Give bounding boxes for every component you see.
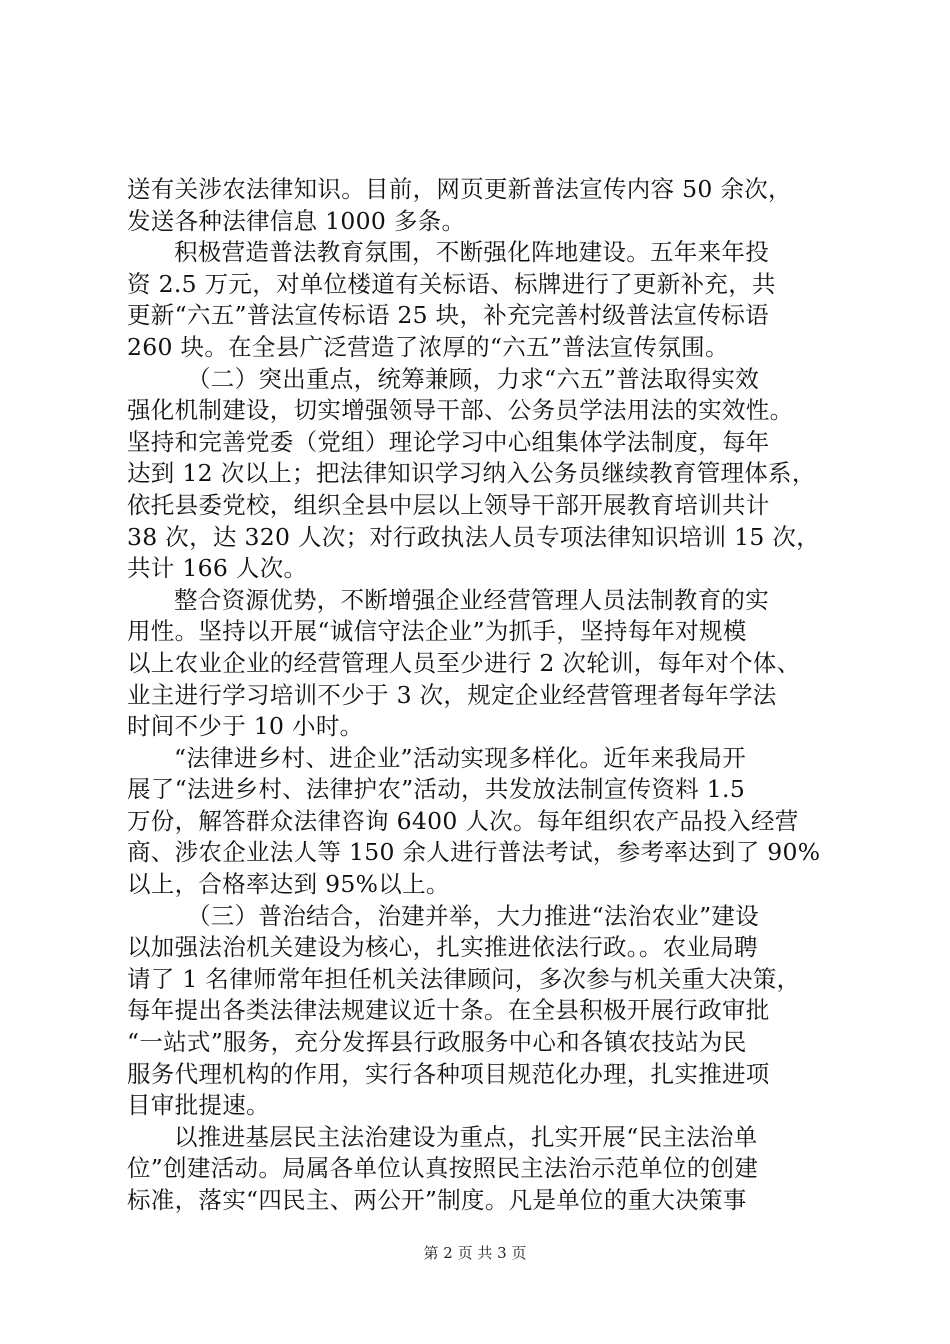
text-line: 用性。坚持以开展“诚信守法企业”为抓手，坚持每年对规模 bbox=[127, 617, 747, 646]
text-line: 以推进基层民主法治建设为重点，扎实开展“民主法治单 bbox=[174, 1122, 758, 1151]
text-line: 以上农业企业的经营管理人员至少进行 2 次轮训，每年对个体、 bbox=[127, 648, 801, 677]
section-heading: （二）突出重点，统筹兼顾，力求“六五”普法取得实效 bbox=[187, 364, 760, 393]
text-line: 共计 166 人次。 bbox=[127, 554, 308, 583]
text-line: 标准，落实“四民主、两公开”制度。凡是单位的重大决策事 bbox=[127, 1186, 747, 1214]
text-line: 万份，解答群众法律咨询 6400 人次。每年组织农产品投入经营 bbox=[127, 806, 799, 835]
text-line: 展了“法进乡村、法律护农”活动，共发放法制宣传资料 1.5 bbox=[127, 775, 746, 804]
text-line: 送有关涉农法律知识。目前，网页更新普法宣传内容 50 余次， bbox=[127, 175, 792, 203]
text-line: 服务代理机构的作用，实行各种项目规范化办理，扎实推进项 bbox=[127, 1059, 770, 1088]
text-line: 资 2.5 万元，对单位楼道有关标语、标牌进行了更新补充，共 bbox=[127, 269, 776, 298]
text-line: 每年提出各类法律法规建议近十条。在全县积极开展行政审批 bbox=[127, 996, 770, 1025]
text-line: 积极营造普法教育氛围，不断强化阵地建设。五年来年投 bbox=[174, 238, 769, 267]
text-line: 商、涉农企业法人等 150 余人进行普法考试，参考率达到了 90% bbox=[127, 838, 821, 867]
text-line: 请了 1 名律师常年担任机关法律顾问，多次参与机关重大决策， bbox=[127, 964, 801, 993]
text-line: 发送各种法律信息 1000 多条。 bbox=[127, 206, 466, 235]
section-heading: （三）普治结合，治建并举，大力推进“法治农业”建设 bbox=[187, 901, 760, 930]
text-line: 坚持和完善党委（党组）理论学习中心组集体学法制度，每年 bbox=[127, 427, 770, 456]
text-line: 目审批提速。 bbox=[127, 1091, 270, 1120]
text-line: 整合资源优势，不断增强企业经营管理人员法制教育的实 bbox=[174, 585, 769, 614]
text-line: 依托县委党校，组织全县中层以上领导干部开展教育培训共计 bbox=[127, 490, 770, 519]
text-line: 260 块。在全县广泛营造了浓厚的“六五”普法宣传氛围。 bbox=[127, 332, 729, 361]
text-line: 达到 12 次以上；把法律知识学习纳入公务员继续教育管理体系， bbox=[127, 459, 816, 488]
page-number-footer: 第 2 页 共 3 页 bbox=[423, 1244, 527, 1262]
document-body bbox=[127, 174, 827, 1217]
text-line: 时间不少于 10 小时。 bbox=[127, 712, 364, 741]
text-line: 更新“六五”普法宣传标语 25 块，补充完善村级普法宣传标语 bbox=[127, 301, 769, 330]
text-line: 38 次，达 320 人次；对行政执法人员专项法律知识培训 15 次， bbox=[127, 522, 821, 551]
text-line: 以加强法治机关建设为核心，扎实推进依法行政。。农业局聘 bbox=[127, 933, 758, 962]
text-line: 位”创建活动。局属各单位认真按照民主法治示范单位的创建 bbox=[127, 1154, 759, 1183]
text-line: 业主进行学习培训不少于 3 次，规定企业经营管理者每年学法 bbox=[127, 680, 777, 709]
text-line: 强化机制建设，切实增强领导干部、公务员学法用法的实效性。 bbox=[127, 396, 794, 425]
text-line: 以上，合格率达到 95%以上。 bbox=[127, 870, 450, 899]
text-line: “一站式”服务，充分发挥县行政服务中心和各镇农技站为民 bbox=[127, 1028, 747, 1057]
text-line: “法律进乡村、进企业”活动实现多样化。近年来我局开 bbox=[174, 743, 747, 772]
